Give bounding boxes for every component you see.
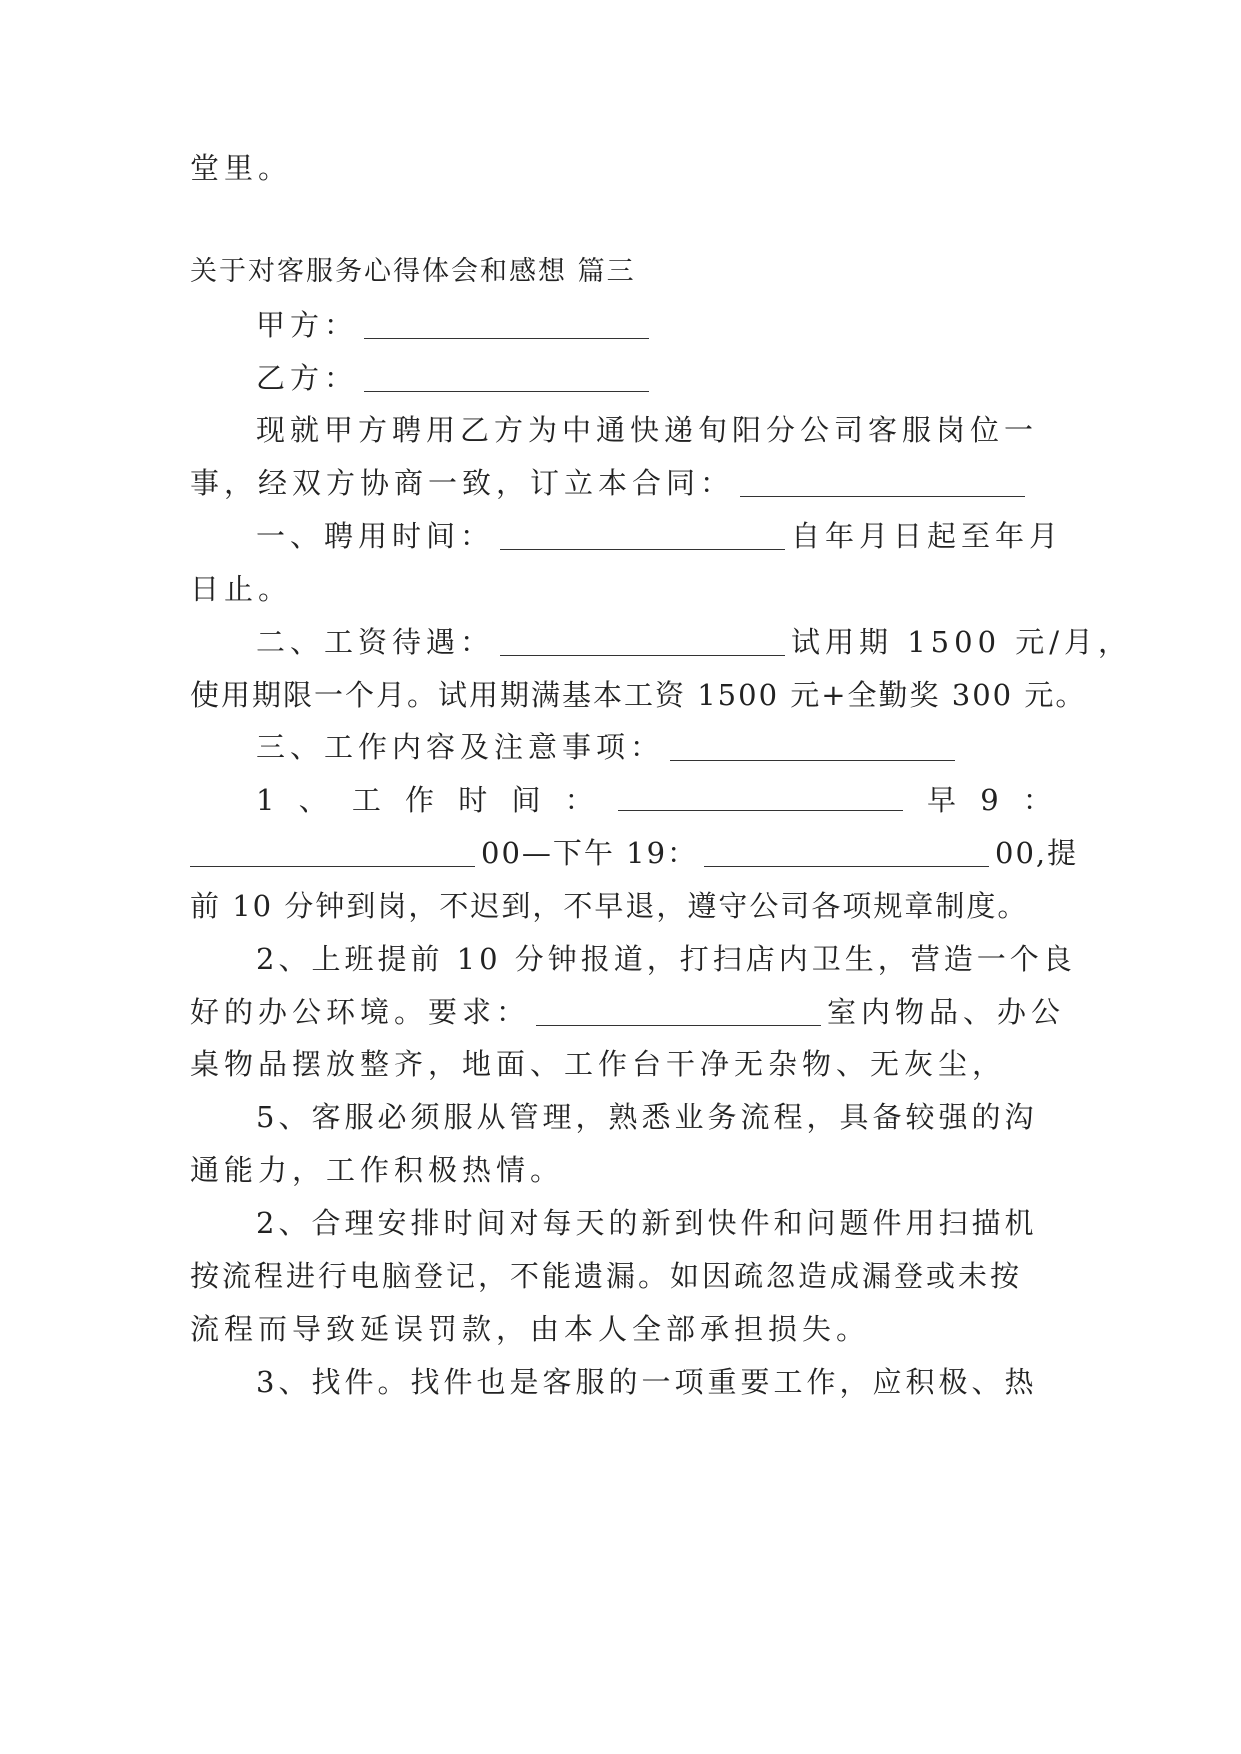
party-a-label: 甲方： xyxy=(256,308,359,342)
text-token: 时 xyxy=(458,783,488,817)
text-run: 一、聘用时间： xyxy=(256,519,495,553)
text-line: 按流程进行电脑登记，不能遗漏。如因疏忽造成漏登或未按 xyxy=(190,1259,1023,1293)
text-line xyxy=(190,463,1052,503)
blank-line xyxy=(364,308,649,339)
text-run: 二、工资待遇： xyxy=(256,625,495,659)
blank-line xyxy=(670,730,955,761)
text-line: 日止。 xyxy=(190,572,293,606)
text-line xyxy=(256,727,1052,767)
text-run: 00—下午 19： xyxy=(481,836,699,870)
blank-line xyxy=(536,995,821,1026)
party-a-line xyxy=(256,305,1052,345)
blank-line xyxy=(704,836,989,867)
party-b-label: 乙方： xyxy=(256,361,359,395)
text-line xyxy=(256,622,1133,662)
blank-line xyxy=(364,361,649,392)
justified-line xyxy=(256,780,1052,820)
text-run: 好的办公环境。要求： xyxy=(190,995,531,1029)
text-line: 2、合理安排时间对每天的新到快件和问题件用扫描机 xyxy=(256,1206,1038,1240)
blank-line xyxy=(190,836,475,867)
text-line: 桌物品摆放整齐，地面、工作台干净无杂物、无灰尘， xyxy=(190,1047,1007,1081)
text-line xyxy=(190,833,1079,873)
text-token: 工 xyxy=(351,783,381,817)
text-line: 流程而导致延误罚款，由本人全部承担损失。 xyxy=(190,1312,871,1346)
text-run: 三、工作内容及注意事项： xyxy=(256,730,665,764)
text-line: 前 10 分钟到岗，不迟到，不早退，遵守公司各项规章制度。 xyxy=(190,889,1029,923)
text-run: 室内物品、办公 xyxy=(827,995,1066,1029)
section-title: 关于对客服务心得体会和感想 篇三 xyxy=(190,256,636,287)
blank-line xyxy=(500,625,785,656)
text-run: 试用期 1500 元/月， xyxy=(791,625,1133,659)
party-b-line xyxy=(256,358,1052,398)
text-token: 、 xyxy=(298,783,328,817)
blank-line xyxy=(618,780,903,811)
text-line: 使用期限一个月。试用期满基本工资 1500 元+全勤奖 300 元。 xyxy=(190,678,1087,712)
text-run: 00,提 xyxy=(995,836,1079,870)
text-line: 堂里。 xyxy=(190,151,293,185)
text-line: 3、找件。找件也是客服的一项重要工作，应积极、热 xyxy=(256,1365,1038,1399)
text-token: ： xyxy=(1022,783,1052,817)
text-token: 9 xyxy=(980,783,999,817)
blank-line xyxy=(500,519,785,550)
text-line xyxy=(256,516,1064,556)
text-token: 早 xyxy=(927,783,957,817)
text-token: 作 xyxy=(405,783,435,817)
text-line xyxy=(190,992,1066,1032)
text-run: 事，经双方协商一致，订立本合同： xyxy=(190,466,735,500)
text-line: 现就甲方聘用乙方为中通快递旬阳分公司客服岗位一 xyxy=(256,413,1039,447)
text-token: 1 xyxy=(256,783,275,817)
text-token: 间 xyxy=(511,783,541,817)
text-line: 5、客服必须服从管理，熟悉业务流程，具备较强的沟 xyxy=(256,1100,1038,1134)
text-run: 自年月日起至年月 xyxy=(791,519,1064,553)
text-token: ： xyxy=(564,783,594,817)
text-line: 2、上班提前 10 分钟报道，打扫店内卫生，营造一个良 xyxy=(256,942,1076,976)
blank-line xyxy=(740,466,1025,497)
text-line: 通能力，工作积极热情。 xyxy=(190,1153,565,1187)
